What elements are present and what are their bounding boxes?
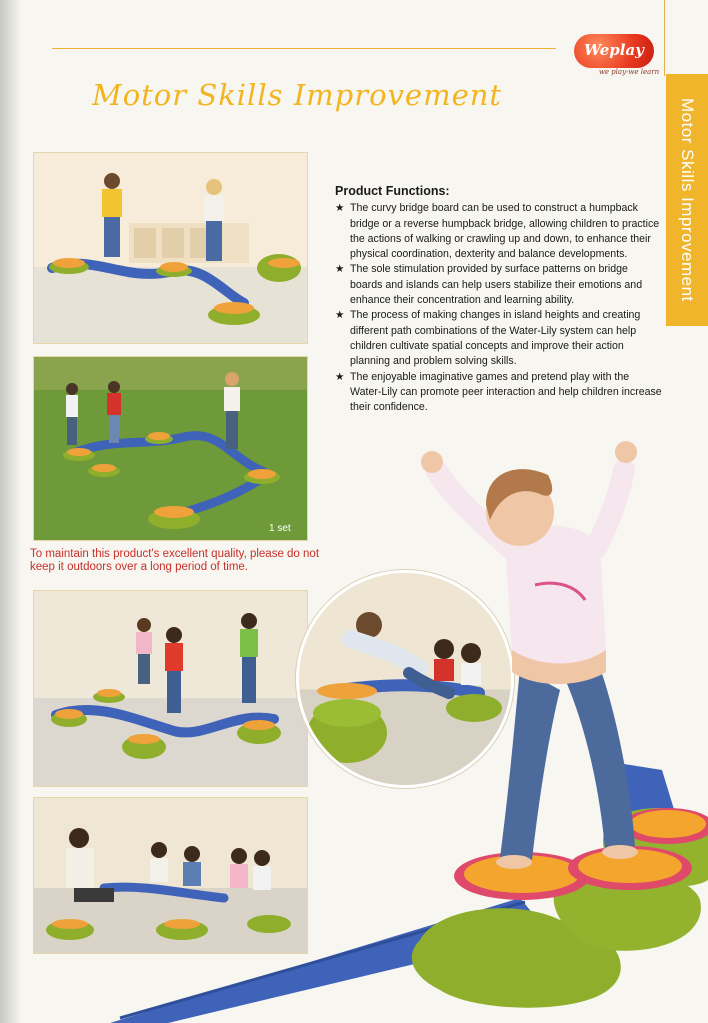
star-bullet-icon: ★: [335, 263, 345, 276]
weplay-logo: [566, 28, 662, 80]
star-bullet-icon: ★: [335, 309, 345, 322]
star-bullet-icon: ★: [335, 202, 345, 215]
function-text: The curvy bridge board can be used to construct a humpback bridge or a reverse humpback bridge, allowing children to practice the actions of walking or crawling up and down, to enhance their physical coordination, dexterity and balance developments.: [350, 202, 660, 261]
side-tab-label: Motor Skills Improvement: [678, 98, 697, 302]
function-item: [335, 262, 663, 308]
logo-tagline: we play-we learn: [598, 68, 660, 76]
logo-brand: Weplay: [584, 41, 644, 59]
header-rule-vertical: [664, 0, 665, 76]
photo-teacher-group: [33, 797, 308, 954]
function-item: [335, 308, 663, 369]
photo-indoor-bridge: [33, 152, 308, 344]
function-text: The process of making changes in island heights and creating different path combinations of the Water-Lily system can help children cultivate spatial concepts and improve their action planning and problem solving skills.: [350, 309, 641, 368]
header-rule: [52, 48, 556, 49]
product-functions: [335, 184, 663, 415]
photo-indoor-group: [33, 590, 308, 787]
photo-outdoor-bridge: [33, 356, 308, 541]
photo-circle-crawling: [296, 570, 514, 788]
care-note: To maintain this product's excellent quality, please do not keep it outdoors over a long period of time.: [30, 548, 320, 573]
page-title: Motor Skills Improvement: [92, 78, 503, 112]
function-item: [335, 370, 663, 416]
product-functions-heading: Product Functions:: [335, 184, 450, 198]
page-binding-shadow: [0, 0, 22, 1023]
side-tab: [666, 74, 708, 326]
function-item: [335, 201, 663, 262]
function-text: The enjoyable imaginative games and pretend play with the Water-Lily can promote peer interaction and help children increase their confidence.: [350, 370, 662, 414]
star-bullet-icon: ★: [335, 370, 345, 383]
set-label: 1 set: [269, 523, 291, 534]
function-text: The sole stimulation provided by surface patterns on bridge boards and islands can help users stabilize their emotions and enhance their concentration and learning ability.: [350, 263, 643, 307]
